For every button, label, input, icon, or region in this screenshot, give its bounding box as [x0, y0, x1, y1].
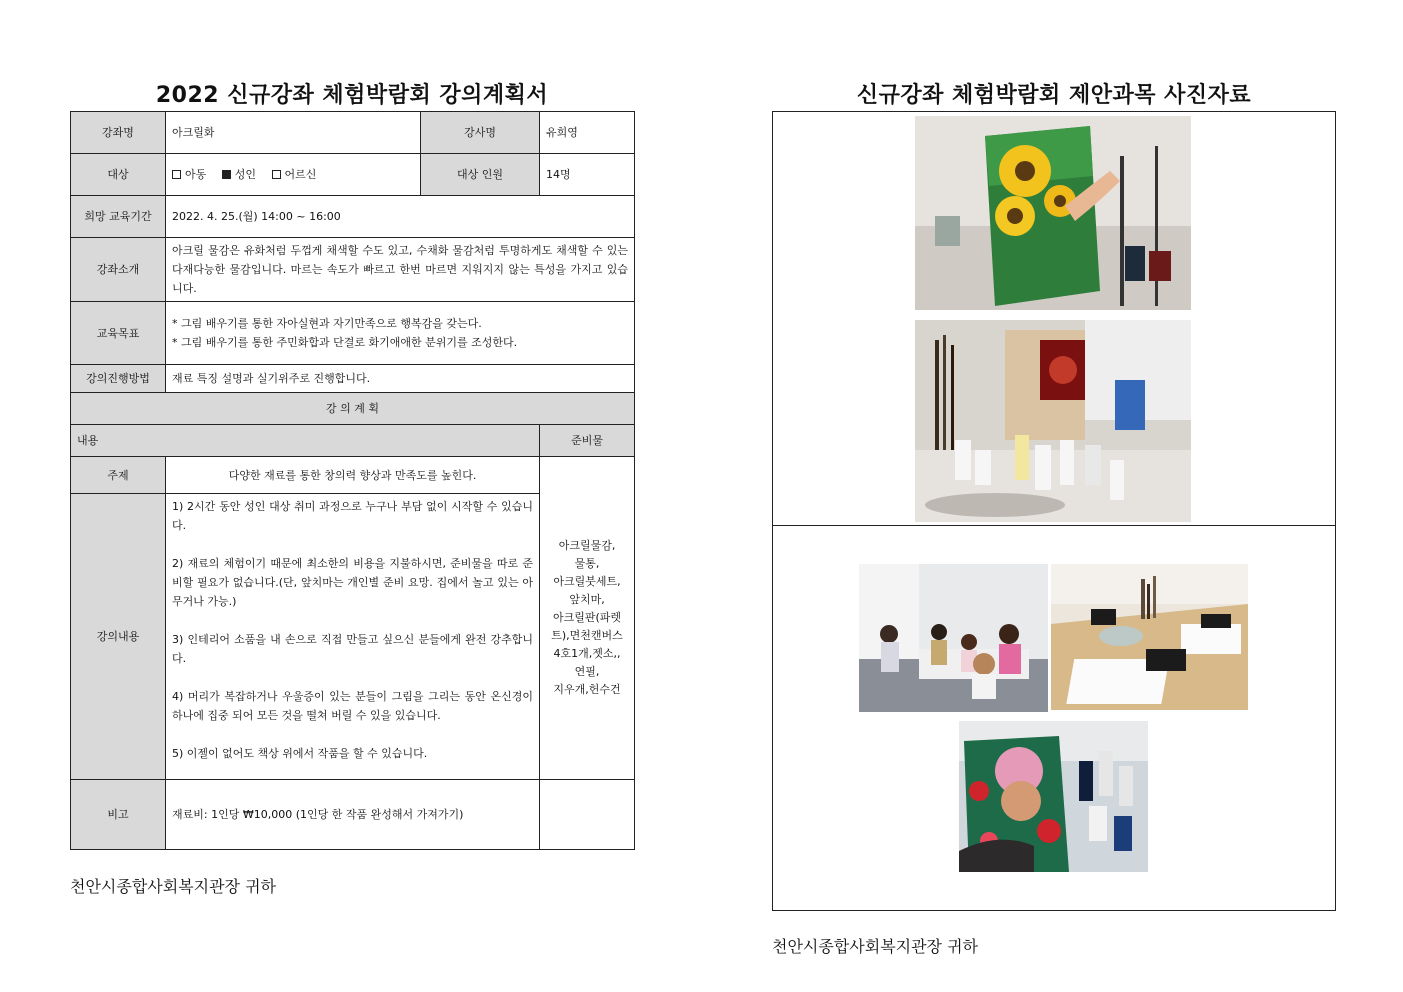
material-item: 아크릴붓세트, [553, 575, 621, 588]
course-name-label: 강좌명 [71, 112, 166, 154]
lecture-item: 4) 머리가 복잡하거나 우울증이 있는 분들이 그림을 그리는 동안 온신경이 하나에 집중 되어 모든 것을 떨쳐 버릴 수 있을 있습니다. [172, 690, 534, 722]
instructor-label: 강사명 [421, 112, 540, 154]
target-label: 대상 [71, 154, 166, 196]
period-value: 2022. 4. 25.(월) 14:00 ~ 16:00 [166, 196, 635, 238]
checkbox-checked-icon [222, 170, 231, 179]
checkbox-icon [172, 170, 181, 179]
note-label: 비고 [71, 780, 166, 850]
portrait-painting-photo [959, 721, 1148, 872]
table-row [71, 365, 635, 393]
table-row [71, 457, 635, 494]
topic-label: 주제 [71, 457, 166, 494]
topic-value: 다양한 재료를 통한 창의력 향상과 만족도를 높힌다. [166, 457, 540, 494]
note-value: 재료비: 1인당 ₩10,000 (1인당 한 작품 완성해서 가져가기) [166, 780, 540, 850]
target-option-label: 아동 [185, 168, 207, 181]
table-row [71, 780, 635, 850]
target-option-child [172, 168, 206, 181]
material-item: 앞치마, [569, 593, 605, 606]
target-option-adult [222, 168, 256, 181]
goal-label: 교육목표 [71, 302, 166, 365]
classroom-photo [859, 564, 1048, 712]
course-name-value: 아크릴화 [166, 112, 421, 154]
note-materials-cell [540, 780, 635, 850]
material-item: 지우개,헌수건 [553, 683, 621, 696]
lecture-label: 강의내용 [71, 494, 166, 780]
capacity-label: 대상 인원 [421, 154, 540, 196]
photo-title: 신규강좌 체험박람회 제안과목 사진자료 [856, 83, 1252, 108]
lecture-item: 1) 2시간 동안 성인 대상 취미 과정으로 누구나 부담 없이 시작할 수 있습니다. [172, 500, 534, 532]
capacity-value: 14명 [540, 154, 635, 196]
plan-header: 강 의 계 획 [71, 393, 635, 425]
sunflower-painting-photo [915, 116, 1191, 310]
art-supplies-photo [915, 320, 1191, 522]
table-row [71, 238, 635, 302]
checkbox-icon [272, 170, 281, 179]
material-item: 연필, [574, 665, 600, 678]
photo-divider [772, 525, 1336, 526]
materials-label: 준비물 [540, 425, 635, 457]
lecture-item: 2) 재료의 체험이기 때문에 최소한의 비용을 지불하시면, 준비물을 따로 준비할 필요가 없습니다.(단, 앞치마는 개인별 준비 요망. 집에서 놀고 있는 아무거나 가능.) [172, 557, 534, 608]
plan-title: 2022 신규강좌 체험박람회 강의계획서 [155, 83, 549, 108]
plan-footer: 천안시종합사회복지관장 귀하 [70, 877, 277, 896]
photo-footer: 천안시종합사회복지관장 귀하 [772, 937, 979, 956]
method-value: 재료 특징 설명과 실기위주로 진행합니다. [166, 365, 635, 393]
period-label: 희망 교육기간 [71, 196, 166, 238]
target-option-label: 성인 [234, 168, 257, 181]
target-options [166, 154, 421, 196]
goal-item: * 그림 배우기를 통한 자아실현과 자기만족으로 행복감을 갖는다. [172, 317, 482, 330]
table-row [71, 154, 635, 196]
lecture-content [166, 494, 540, 780]
table-row [71, 393, 635, 425]
table-setup-photo [1051, 564, 1248, 710]
method-label: 강의진행방법 [71, 365, 166, 393]
target-option-senior [272, 168, 317, 181]
material-item: 물통, [574, 557, 600, 570]
goal-list [166, 302, 635, 365]
goal-item: * 그림 배우기를 통한 주민화합과 단결로 화기애애한 분위기를 조성한다. [172, 336, 518, 349]
target-option-label: 어르신 [284, 168, 317, 181]
intro-label: 강좌소개 [71, 238, 166, 302]
material-item: 아크릴판(파렛 [553, 611, 622, 624]
intro-text: 아크릴 물감은 유화처럼 두껍게 채색할 수도 있고, 수채화 물감처럼 투명하게도 채색할 수 있는 다재다능한 물감입니다. 마르는 속도가 빠르고 한번 마르면 지워지지 않는 특성을 가지고 있습니다. [166, 238, 635, 302]
content-label: 내용 [71, 425, 540, 457]
table-row [71, 112, 635, 154]
material-item: 아크릴물감, [558, 539, 616, 552]
material-item: 트),면천캔버스 [551, 629, 623, 642]
instructor-value: 유희영 [540, 112, 635, 154]
table-row [71, 302, 635, 365]
lecture-item: 5) 이젤이 없어도 책상 위에서 작품을 할 수 있습니다. [172, 747, 428, 760]
material-item: 4호1개,젯소,, [553, 647, 621, 660]
table-row [71, 425, 635, 457]
table-row [71, 196, 635, 238]
course-plan-table [70, 111, 635, 850]
materials-list [540, 457, 635, 780]
lecture-item: 3) 인테리어 소품을 내 손으로 직접 만들고 싶으신 분들에게 완전 강추합니다. [172, 633, 534, 665]
